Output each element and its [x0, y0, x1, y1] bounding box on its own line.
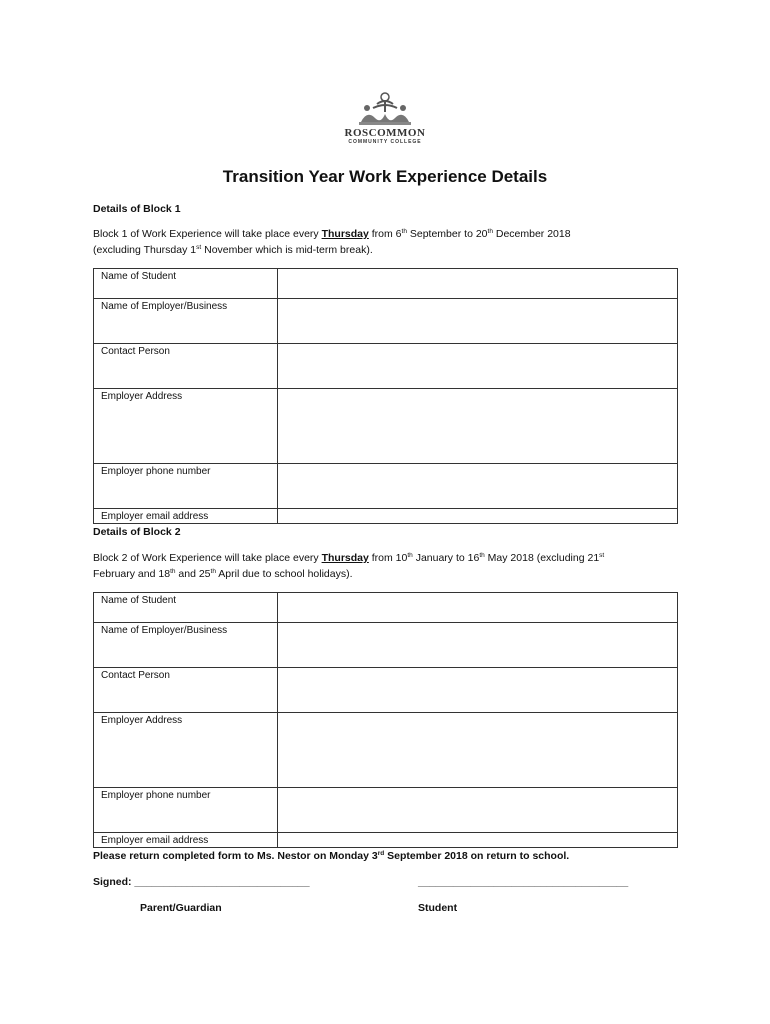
- table-row: [94, 788, 678, 833]
- block2-contact-field[interactable]: [278, 668, 678, 713]
- block1-contact-field[interactable]: [278, 344, 678, 389]
- block2-label-contact: Contact Person: [94, 668, 278, 713]
- student-label: Student: [418, 902, 458, 914]
- block2-label-phone: Employer phone number: [94, 788, 278, 833]
- block1-label-email: Employer email address: [94, 509, 278, 524]
- college-logo: [320, 92, 450, 150]
- block1-address-field[interactable]: [278, 389, 678, 464]
- parent-signature-line[interactable]: Signed: ______________________________: [93, 876, 310, 888]
- table-row: [94, 713, 678, 788]
- block1-label-student: Name of Student: [94, 269, 278, 299]
- table-row: [94, 509, 678, 524]
- block1-phone-field[interactable]: [278, 464, 678, 509]
- block2-phone-field[interactable]: [278, 788, 678, 833]
- table-row: [94, 833, 678, 848]
- block1-student-field[interactable]: [278, 269, 678, 299]
- block2-email-field[interactable]: [278, 833, 678, 848]
- block2-student-field[interactable]: [278, 593, 678, 623]
- block1-heading: Details of Block 1: [93, 203, 181, 215]
- block2-intro-line2: February and 18th and 25th April due to school holidays).: [93, 568, 353, 580]
- table-row: [94, 623, 678, 668]
- block1-intro-line2: (excluding Thursday 1st November which is mid-term break).: [93, 244, 373, 256]
- block1-form-table: [93, 268, 678, 524]
- block2-label-student: Name of Student: [94, 593, 278, 623]
- block1-label-phone: Employer phone number: [94, 464, 278, 509]
- table-row: [94, 464, 678, 509]
- table-row: [94, 668, 678, 713]
- table-row: [94, 344, 678, 389]
- block1-label-address: Employer Address: [94, 389, 278, 464]
- block1-label-employer: Name of Employer/Business: [94, 299, 278, 344]
- table-row: [94, 389, 678, 464]
- table-row: [94, 593, 678, 623]
- block2-intro-line1: Block 2 of Work Experience will take place every Thursday from 10th January to 16th May 2018 (excluding 21st: [93, 552, 605, 564]
- parent-guardian-label: Parent/Guardian: [140, 902, 222, 914]
- block2-form-table: [93, 592, 678, 848]
- block2-employer-field[interactable]: [278, 623, 678, 668]
- return-instructions: Please return completed form to Ms. Nestor on Monday 3rd September 2018 on return to school.: [93, 850, 570, 862]
- table-row: [94, 299, 678, 344]
- block1-intro-line1: Block 1 of Work Experience will take place every Thursday from 6th September to 20th December 2018: [93, 228, 571, 240]
- college-name: ROSCOMMON: [344, 127, 426, 139]
- table-row: [94, 269, 678, 299]
- block2-label-employer: Name of Employer/Business: [94, 623, 278, 668]
- block2-label-address: Employer Address: [94, 713, 278, 788]
- page-title: Transition Year Work Experience Details: [222, 167, 548, 186]
- college-subtitle: COMMUNITY COLLEGE: [348, 139, 422, 145]
- block2-label-email: Employer email address: [94, 833, 278, 848]
- block1-label-contact: Contact Person: [94, 344, 278, 389]
- student-signature-line[interactable]: ____________________________________: [418, 876, 629, 888]
- college-crest-icon: [355, 92, 415, 128]
- block2-heading: Details of Block 2: [93, 526, 181, 538]
- block1-email-field[interactable]: [278, 509, 678, 524]
- block2-address-field[interactable]: [278, 713, 678, 788]
- block1-employer-field[interactable]: [278, 299, 678, 344]
